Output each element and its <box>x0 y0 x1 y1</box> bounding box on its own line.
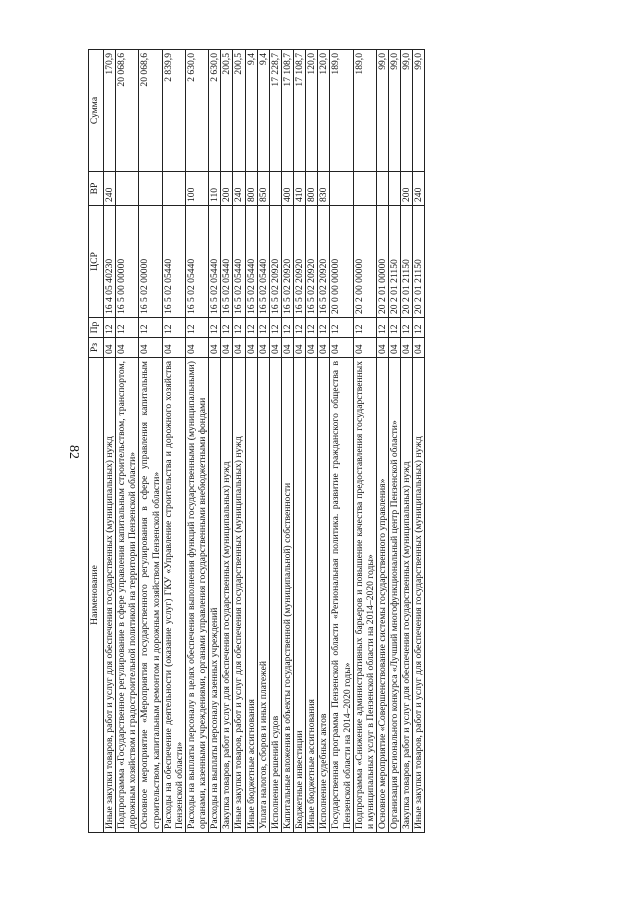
row-pr-cell: 12 <box>257 318 269 338</box>
row-csr-cell: 16 5 02 05440 <box>185 206 208 318</box>
row-vr-cell: 850 <box>257 172 269 206</box>
row-pr-cell: 12 <box>306 318 318 338</box>
row-pr-cell: 12 <box>209 318 221 338</box>
header-name: Наименование <box>89 358 104 833</box>
table-row <box>233 50 245 833</box>
row-vr-cell: 240 <box>413 172 425 206</box>
row-pr-cell: 12 <box>221 318 233 338</box>
row-rz-cell: 04 <box>281 338 293 358</box>
table-row <box>221 50 233 833</box>
table-row <box>116 50 139 833</box>
row-rz-cell: 04 <box>185 338 208 358</box>
row-name-cell: Иные бюджетные ассигнования <box>306 358 318 833</box>
row-rz-cell: 04 <box>221 338 233 358</box>
row-sum-cell: 120,0 <box>306 50 318 172</box>
row-vr-cell: 800 <box>245 172 257 206</box>
row-sum-cell: 2 630,0 <box>185 50 208 172</box>
row-rz-cell: 04 <box>389 338 401 358</box>
row-name-cell: Закупка товаров, работ и услуг для обеспечения государственных (муниципальных) нужд <box>401 358 413 833</box>
row-csr-cell: 16 5 02 20920 <box>318 206 330 318</box>
row-sum-cell: 17 108,7 <box>281 50 293 172</box>
row-csr-cell: 16 4 05 40230 <box>104 206 116 318</box>
row-sum-cell: 99,0 <box>401 50 413 172</box>
row-name-cell: Государственная программа Пензенской области «Региональная политика. развитие гражданского общества в Пензенской области на 2014–2020 годы» <box>330 358 353 833</box>
row-vr-cell: 240 <box>104 172 116 206</box>
table-row <box>209 50 221 833</box>
table-row <box>281 50 293 833</box>
row-rz-cell: 04 <box>376 338 388 358</box>
row-sum-cell: 200,5 <box>221 50 233 172</box>
row-sum-cell: 20 068,6 <box>139 50 162 172</box>
table-row <box>318 50 330 833</box>
row-rz-cell: 04 <box>306 338 318 358</box>
table-row <box>401 50 413 833</box>
row-name-cell: Основное мероприятие «Мероприятия государственного регулирования в сфере управления капитальным строительством, капитальным ремонтом и дорожным хозяйством Пензенской области» <box>139 358 162 833</box>
row-pr-cell: 12 <box>413 318 425 338</box>
row-name-cell: Расходы на выплаты персоналу в целях обеспечения выполнения функций государственными (муниципальными) органами, казенными учреждениями, органами управления государственными внебюджетными фондами <box>185 358 208 833</box>
table-row <box>376 50 388 833</box>
row-sum-cell: 189,0 <box>330 50 353 172</box>
row-vr-cell <box>376 172 388 206</box>
header-sum: Сумма <box>89 50 104 172</box>
row-csr-cell: 20 2 01 00000 <box>376 206 388 318</box>
row-vr-cell <box>330 172 353 206</box>
table-body <box>104 50 425 833</box>
budget-table <box>88 49 425 833</box>
row-csr-cell: 20 0 00 00000 <box>330 206 353 318</box>
table-row <box>330 50 353 833</box>
row-csr-cell: 16 5 02 05440 <box>257 206 269 318</box>
header-csr: ЦСР <box>89 206 104 318</box>
row-csr-cell: 20 2 01 21150 <box>413 206 425 318</box>
row-vr-cell <box>116 172 139 206</box>
row-sum-cell: 200,5 <box>233 50 245 172</box>
row-vr-cell: 410 <box>294 172 306 206</box>
row-csr-cell: 16 5 02 05440 <box>162 206 185 318</box>
row-csr-cell: 20 2 01 21150 <box>389 206 401 318</box>
row-sum-cell: 17 108,7 <box>294 50 306 172</box>
row-sum-cell: 120,0 <box>318 50 330 172</box>
row-sum-cell: 17 228,7 <box>269 50 281 172</box>
row-rz-cell: 04 <box>294 338 306 358</box>
row-pr-cell: 12 <box>389 318 401 338</box>
row-sum-cell: 20 068,6 <box>116 50 139 172</box>
row-sum-cell: 99,0 <box>376 50 388 172</box>
row-pr-cell: 12 <box>376 318 388 338</box>
row-csr-cell: 16 5 02 05440 <box>221 206 233 318</box>
row-name-cell: Организация регионального конкурса «Лучший многофункциональный центр Пензенской области» <box>389 358 401 833</box>
row-rz-cell: 04 <box>233 338 245 358</box>
table-row <box>413 50 425 833</box>
row-vr-cell: 240 <box>233 172 245 206</box>
row-sum-cell: 9,4 <box>245 50 257 172</box>
row-name-cell: Исполнение решений судов <box>269 358 281 833</box>
row-sum-cell: 170,9 <box>104 50 116 172</box>
row-vr-cell <box>353 172 376 206</box>
table-row <box>389 50 401 833</box>
row-name-cell: Иные закупки товаров, работ и услуг для обеспечения государственных (муниципальных) нужд <box>413 358 425 833</box>
rotated-table-container <box>88 50 564 833</box>
table-row <box>353 50 376 833</box>
header-vr: ВР <box>89 172 104 206</box>
table-row <box>269 50 281 833</box>
row-name-cell: Уплата налогов, сборов и иных платежей <box>257 358 269 833</box>
row-vr-cell: 200 <box>401 172 413 206</box>
row-pr-cell: 12 <box>185 318 208 338</box>
row-sum-cell: 99,0 <box>389 50 401 172</box>
row-name-cell: Капитальные вложения в объекты государственной (муниципальной) собственности <box>281 358 293 833</box>
row-name-cell: Исполнение судебных актов <box>318 358 330 833</box>
row-csr-cell: 16 5 00 00000 <box>116 206 139 318</box>
row-csr-cell: 16 5 02 00000 <box>139 206 162 318</box>
row-vr-cell: 830 <box>318 172 330 206</box>
row-rz-cell: 04 <box>257 338 269 358</box>
row-csr-cell: 20 2 01 21150 <box>401 206 413 318</box>
table-header-row <box>89 50 104 833</box>
row-name-cell: Иные закупки товаров, работ и услуг для обеспечения государственных (муниципальных) нужд <box>233 358 245 833</box>
row-vr-cell: 100 <box>185 172 208 206</box>
row-csr-cell: 16 5 02 05440 <box>209 206 221 318</box>
row-pr-cell: 12 <box>233 318 245 338</box>
row-sum-cell: 189,0 <box>353 50 376 172</box>
header-pr: Пр <box>89 318 104 338</box>
row-sum-cell: 9,4 <box>257 50 269 172</box>
row-csr-cell: 20 2 00 00000 <box>353 206 376 318</box>
row-rz-cell: 04 <box>318 338 330 358</box>
row-vr-cell <box>269 172 281 206</box>
row-vr-cell: 110 <box>209 172 221 206</box>
row-name-cell: Расходы на выплаты персоналу казенных учреждений <box>209 358 221 833</box>
row-vr-cell <box>139 172 162 206</box>
row-pr-cell: 12 <box>401 318 413 338</box>
table-row <box>294 50 306 833</box>
row-vr-cell: 400 <box>281 172 293 206</box>
row-csr-cell: 16 5 02 20920 <box>306 206 318 318</box>
row-pr-cell: 12 <box>294 318 306 338</box>
row-csr-cell: 16 5 02 05440 <box>233 206 245 318</box>
row-name-cell: Закупка товаров, работ и услуг для обеспечения государственных (муниципальных) нужд <box>221 358 233 833</box>
row-name-cell: Иные бюджетные ассигнования <box>245 358 257 833</box>
row-vr-cell: 800 <box>306 172 318 206</box>
table-row <box>185 50 208 833</box>
row-vr-cell <box>389 172 401 206</box>
row-name-cell: Основное мероприятие «Совершенствование системы государственного управления» <box>376 358 388 833</box>
row-pr-cell: 12 <box>104 318 116 338</box>
row-pr-cell: 12 <box>281 318 293 338</box>
row-rz-cell: 04 <box>104 338 116 358</box>
row-sum-cell: 2 839,9 <box>162 50 185 172</box>
page-number: 82 <box>66 445 81 459</box>
row-rz-cell: 04 <box>162 338 185 358</box>
row-sum-cell: 2 630,0 <box>209 50 221 172</box>
row-name-cell: Иные закупки товаров, работ и услуг для обеспечения государственных (муниципальных) нужд <box>104 358 116 833</box>
table-row <box>162 50 185 833</box>
row-pr-cell: 12 <box>318 318 330 338</box>
row-csr-cell: 16 5 02 20920 <box>269 206 281 318</box>
row-rz-cell: 04 <box>353 338 376 358</box>
table-row <box>139 50 162 833</box>
header-rz: Рз <box>89 338 104 358</box>
row-name-cell: Расходы на обеспечение деятельности (оказание услуг) ГКУ «Управление строительства и дорожного хозяйства Пензенской области» <box>162 358 185 833</box>
row-rz-cell: 04 <box>330 338 353 358</box>
row-csr-cell: 16 5 02 20920 <box>281 206 293 318</box>
row-pr-cell: 12 <box>269 318 281 338</box>
table-row <box>245 50 257 833</box>
row-name-cell: Подпрограмма «Снижение административных барьеров и повышение качества предоставления государственных и муниципальных услуг в Пензенской области на 2014–2020 годы» <box>353 358 376 833</box>
row-rz-cell: 04 <box>139 338 162 358</box>
row-pr-cell: 12 <box>162 318 185 338</box>
row-rz-cell: 04 <box>401 338 413 358</box>
table-row <box>306 50 318 833</box>
row-pr-cell: 12 <box>330 318 353 338</box>
row-pr-cell: 12 <box>116 318 139 338</box>
row-csr-cell: 16 5 02 20920 <box>294 206 306 318</box>
row-rz-cell: 04 <box>413 338 425 358</box>
row-name-cell: Подпрограмма «Государственное регулирование в сфере управления капитальным строительством, транспортом, дорожным хозяйством и градостроительной политикой на территории Пензенской области» <box>116 358 139 833</box>
table-row <box>257 50 269 833</box>
row-vr-cell: 200 <box>221 172 233 206</box>
row-vr-cell <box>162 172 185 206</box>
row-csr-cell: 16 5 02 05440 <box>245 206 257 318</box>
row-rz-cell: 04 <box>245 338 257 358</box>
row-rz-cell: 04 <box>269 338 281 358</box>
row-rz-cell: 04 <box>209 338 221 358</box>
row-name-cell: Бюджетные инвестиции <box>294 358 306 833</box>
row-sum-cell: 99,0 <box>413 50 425 172</box>
row-pr-cell: 12 <box>245 318 257 338</box>
table-row <box>104 50 116 833</box>
row-pr-cell: 12 <box>139 318 162 338</box>
row-pr-cell: 12 <box>353 318 376 338</box>
row-rz-cell: 04 <box>116 338 139 358</box>
